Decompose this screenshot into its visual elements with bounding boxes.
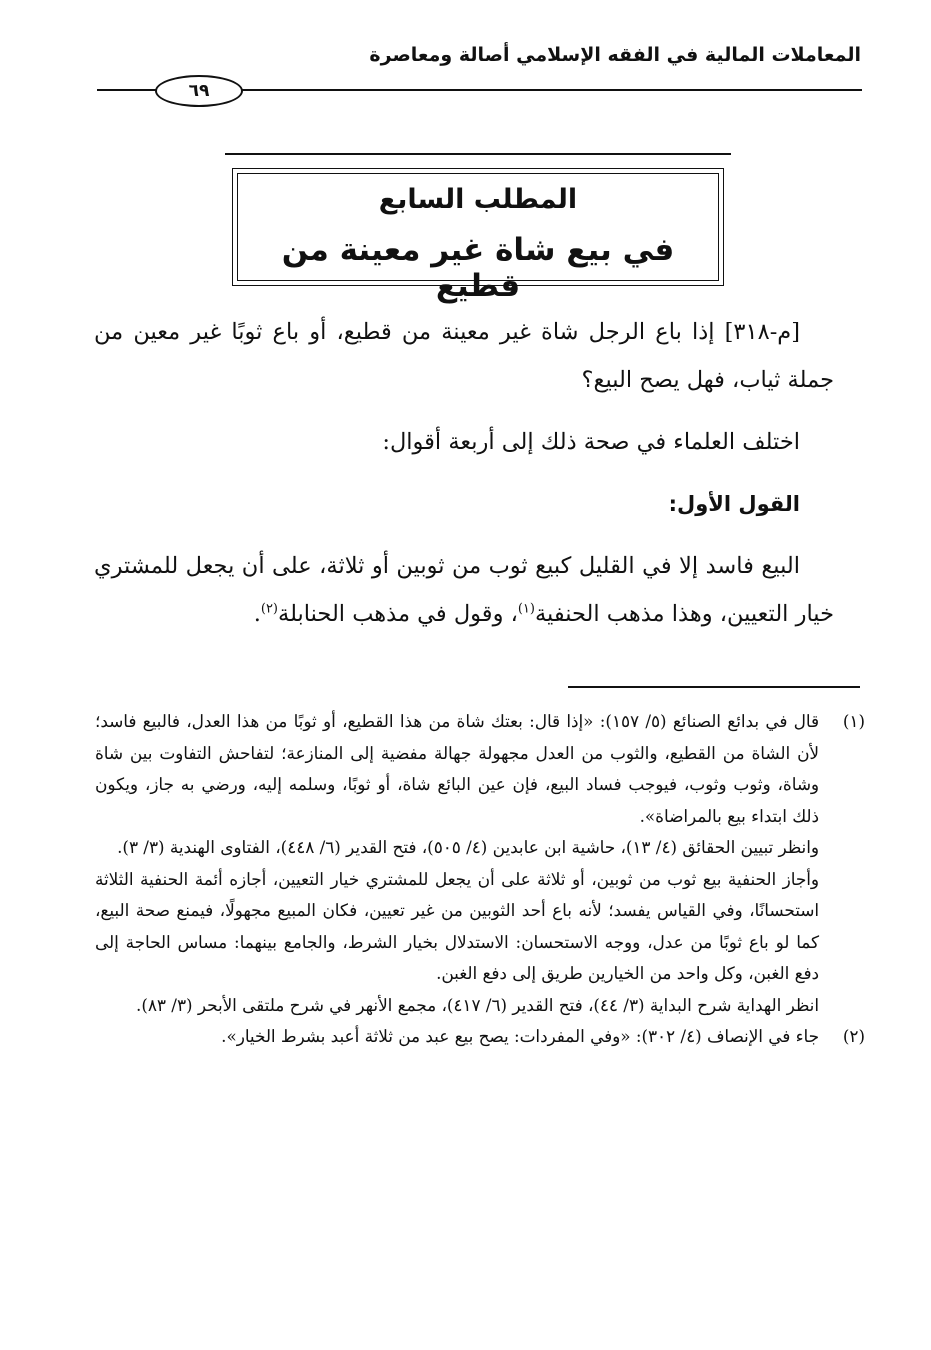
section-subtitle: في بيع شاة غير معينة من قطيع	[281, 232, 675, 304]
section-title-box	[232, 168, 724, 304]
paragraph-first-opinion	[94, 542, 834, 638]
opinion-heading: القول الأول:	[668, 492, 800, 516]
footnote-paragraph: انظر الهداية شرح البداية (٣/ ٤٤)، فتح القدير (٦/ ٤١٧)، مجمع الأنهر في شرح ملتقى الأبحر (٣/ ٨٣).	[136, 994, 819, 1015]
footnote-2	[95, 1021, 865, 1053]
main-text	[94, 308, 834, 638]
section-title-inner-frame	[237, 173, 719, 304]
footnote-paragraph: جاء في الإنصاف (٤/ ٣٠٢): «وفي المفردات: يصح بيع عبد من ثلاثة أعبد بشرط الخيار».	[221, 1026, 819, 1046]
footnotes	[95, 706, 865, 1053]
first-opinion-text: البيع فاسد إلا في القليل كبيع ثوب من ثوبين أو ثلاثة، على أن يجعل للمشتري خيار التعيين، وهذا مذهب الحنفية	[94, 553, 834, 627]
footnote-number: (٢)	[842, 1026, 865, 1046]
page-number: ٦٩	[155, 75, 243, 107]
footnote-ref-1[interactable]: (١)	[517, 601, 535, 617]
title-top-rule	[225, 153, 731, 155]
footnote-ref-2[interactable]: (٢)	[260, 601, 278, 617]
footnote-paragraph: وانظر تبيين الحقائق (٤/ ١٣)، حاشية ابن عابدين (٤/ ٥٠٥)، فتح القدير (٦/ ٤٤٨)، الفتاوى الهندية (٣/ ٣).	[117, 837, 819, 857]
first-opinion-end: .	[253, 601, 261, 627]
footnote-1	[95, 706, 865, 1021]
paragraph-question: [م-٣١٨] إذا باع الرجل شاة غير معينة من قطيع، أو باع ثوبًا غير معين من جملة ثياب، فهل يصح البيع؟	[94, 319, 834, 393]
footnote-number: (١)	[842, 711, 865, 731]
paragraph-disagreement: اختلف العلماء في صحة ذلك إلى أربعة أقوال:	[382, 429, 800, 455]
footnote-separator	[568, 686, 860, 688]
section-title: المطلب السابع	[378, 184, 578, 215]
first-opinion-text-cont: ، وقول في مذهب الحنابلة	[278, 601, 518, 627]
footnote-paragraph: وأجاز الحنفية بيع ثوب من ثوبين، أو ثلاثة على أن يجعل للمشتري خيار التعيين، أجازه أئمة الحنفية الثلاثة استحسانًا، وفي القياس يفسد؛ لأنه باع أحد الثوبين من غير تعيين، فكان المبيع مجهولًا، فيمنع صحة البيع، كما لو باع ثوبًا من عدل، ووجه الاستحسان: الاستدلال بخيار الشرط، والجامع بينهما: مساس الحاجة إلى دفع الغبن، وكل واحد من الخيارين طريق إلى دفع الغبن.	[95, 868, 819, 983]
running-title: المعاملات المالية في الفقه الإسلامي أصالة ومعاصرة	[369, 44, 861, 66]
footnote-paragraph: قال في بدائع الصنائع (٥/ ١٥٧): «إذا قال: بعتك شاة من هذا القطيع، أو ثوبًا من هذا العدل، فالبيع فاسد؛ لأن الشاة من القطيع، والثوب من العدل مجهولة جهالة مفضية إلى المنازعة؛ لتفاحش التفاوت بين شاة وشاة، وثوب وثوب، فيوجب فساد البيع، فإن عين البائع شاة، أو ثوبًا، وسلمه إليه، ورضي به جاز، ويكون ذلك ابتداء بيع بالمراضاة».	[95, 711, 819, 826]
